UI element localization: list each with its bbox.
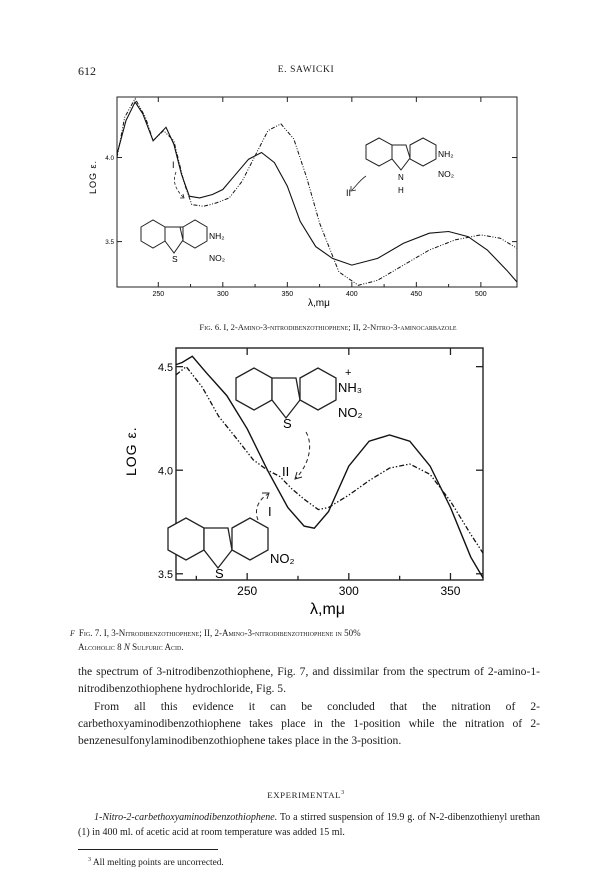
- fig7-struct-II-plus: +: [345, 367, 352, 379]
- fig7-arrow-II: [296, 432, 310, 478]
- running-head-author: E. SAWICKI: [277, 65, 335, 75]
- fig6-y-ticks: [105, 155, 517, 246]
- body-paragraph-1: the spectrum of 3-nitrodibenzothiophene, Fig. 7, and dissimilar from the spectrum of 2-amino-1-nitrodibenzothiophene hydrochloride, Fig. 5.: [78, 665, 540, 695]
- experimental-compound-title: 1-Nitro-2-carbethoxyaminodibenzothiophene.: [94, 812, 278, 823]
- fig6-arrow-II: [352, 176, 366, 190]
- fig6-struct-I-hetero: S: [172, 254, 178, 264]
- fig7-struct-II-sub1: NH₃: [338, 380, 363, 395]
- fig7-struct-I-sub1: NO₂: [270, 551, 295, 566]
- fig7-caption-text2a: Alcoholic 8: [78, 641, 124, 652]
- footnote-mark: 3: [88, 857, 91, 863]
- x-tick-label: 300: [216, 291, 229, 298]
- y-tick-label: 4.0: [105, 154, 114, 162]
- fig7-caption-normal: N: [123, 641, 130, 652]
- x-tick-label: 250: [237, 584, 258, 598]
- x-tick-label: 250: [152, 291, 165, 298]
- footnote-text: All melting points are uncorrected.: [91, 858, 224, 869]
- experimental-heading-text: EXPERIMENTAL: [267, 790, 342, 800]
- footnote: [88, 857, 224, 868]
- y-tick-label: 3.5: [105, 239, 114, 247]
- x-tick-label: 350: [440, 584, 461, 598]
- fig6-struct-I-sub2: NO₂: [209, 253, 226, 263]
- page-number: 612: [78, 64, 96, 78]
- x-tick-label: 350: [281, 291, 294, 298]
- fig6-caption-text: I, 2-Amino-3-nitrodibenzothiophene; II, 2-Nitro-3-aminocarbazole: [221, 322, 457, 332]
- fig7-struct-II-hetero: S: [283, 416, 292, 431]
- x-tick-label: 400: [345, 291, 358, 298]
- fig7-y-axis-label: LOG ε.: [123, 426, 139, 476]
- x-tick-label: 500: [475, 291, 487, 298]
- fig6-struct-II-h: H: [398, 186, 404, 195]
- fig7-curve-label-I: I: [268, 504, 272, 519]
- fig7-caption-mark: F: [70, 629, 75, 638]
- fig6-y-axis-label: LOG ε.: [88, 159, 98, 194]
- fig7-struct-I-hetero: S: [215, 566, 224, 581]
- fig7-struct-II-sub2: NO₂: [338, 405, 363, 420]
- body-paragraph-2: From all this evidence it can be concluded that the nitration of 2-carbethoxyaminodibenzothiophene takes place in the 1-position while the nitration of 2-benzenesulfonylaminodibenzothiophene takes place in the 3-position.: [78, 700, 540, 747]
- fig7-structure-II: [236, 368, 336, 418]
- fig7-caption-text2b: Sulfuric Acid.: [129, 641, 184, 652]
- fig7-x-axis-label: λ,mμ: [310, 601, 345, 618]
- fig6-structure-II: [366, 138, 436, 170]
- experimental-heading: [0, 790, 612, 800]
- fig7-caption: [70, 627, 566, 654]
- fig6-x-axis-label: λ,mμ: [308, 298, 330, 309]
- experimental-text: To a stirred suspension of 19.9 g. of N-2-dibenzothienyl urethan (1) in 400 ml. of acetic acid at room temperature was added 15 ml.: [78, 812, 540, 838]
- fig6-struct-I-sub1: NH₂: [209, 231, 225, 241]
- fig7-structure-I: [168, 518, 268, 568]
- fig6-struct-II-sub2: NO₂: [438, 169, 455, 179]
- experimental-heading-sup: 3: [341, 790, 345, 797]
- x-tick-label: 450: [410, 291, 423, 298]
- x-tick-label: 300: [338, 584, 359, 598]
- fig6-curve-label-I: I: [172, 160, 175, 170]
- fig6-struct-II-hetero: N: [398, 173, 404, 182]
- footnote-rule: [78, 849, 218, 850]
- y-tick-label: 3.5: [157, 568, 173, 581]
- y-tick-label: 4.5: [157, 361, 173, 374]
- fig7-caption-text1: I, 3-Nitrodibenzothiophene; II, 2-Amino-3-nitrodibenzothiophene in 50%: [101, 628, 361, 638]
- fig7-curve-label-II: II: [282, 464, 290, 479]
- fig6-structure-I: [141, 220, 207, 253]
- fig7-caption-label: Fig. 7.: [78, 628, 102, 638]
- fig6-caption: [88, 321, 568, 334]
- y-tick-label: 4.0: [157, 465, 173, 478]
- fig6-caption-label: Fig. 6.: [199, 322, 222, 332]
- fig7-arrow-I: [256, 494, 268, 520]
- fig6-curve-label-II: II: [346, 188, 352, 198]
- experimental-paragraph: [78, 810, 540, 840]
- fig6-struct-II-sub1: NH₂: [438, 149, 454, 159]
